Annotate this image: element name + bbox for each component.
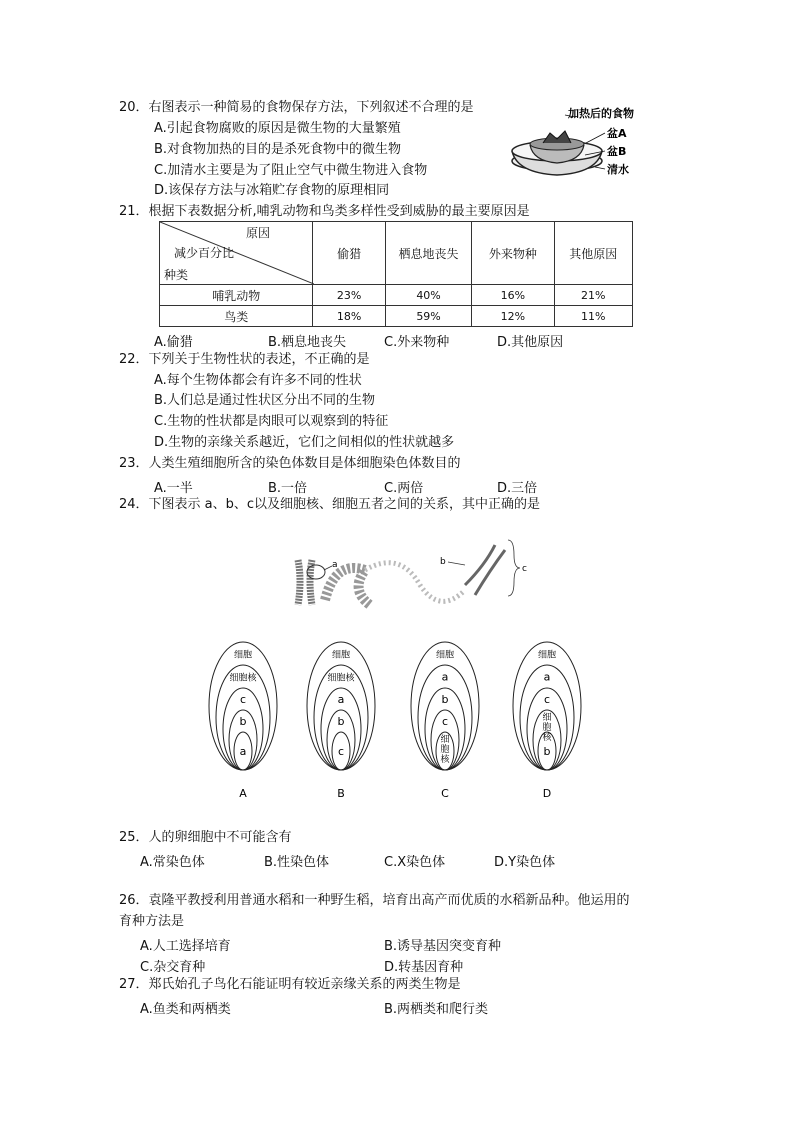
dna-helix-icon <box>465 545 505 595</box>
table-cell: 16% <box>472 285 554 306</box>
label-basin-a: 盆A <box>607 127 627 140</box>
q24-options-diagram <box>195 630 605 805</box>
q22-stem: 22．下列关于生物性状的表述，不正确的是 <box>119 352 370 367</box>
q23-stem: 23．人类生殖细胞所含的染色体数目是体细胞染色体数目的 <box>119 456 461 471</box>
label-basin-b: 盆B <box>607 145 627 158</box>
q21-option-c: C.外来物种 <box>384 335 450 350</box>
label-water: 清水 <box>607 163 629 176</box>
q25-option-a: A.常染色体 <box>140 855 205 870</box>
table-cell: 11% <box>554 306 632 327</box>
q26-option-c: C.杂交育种 <box>140 960 206 975</box>
table-header: 外来物种 <box>472 222 554 285</box>
table-header: 栖息地丧失 <box>385 222 471 285</box>
table-cell: 18% <box>313 306 385 327</box>
layer-label: 细胞 <box>537 650 557 661</box>
table-row <box>160 306 633 327</box>
q26-stem-line2: 育种方法是 <box>119 914 185 929</box>
q25-option-c: C.X染色体 <box>384 855 446 870</box>
corner-label-percent: 减少百分比 <box>174 246 235 260</box>
q22-option-b: B.人们总是通过性状区分出不同的生物 <box>154 393 376 408</box>
q21-option-b: B.栖息地丧失 <box>268 335 347 350</box>
layer-label: a <box>239 745 247 758</box>
figure-label-c: c <box>522 564 527 574</box>
q25-option-d: D.Y染色体 <box>494 855 556 870</box>
table-cell: 59% <box>385 306 471 327</box>
figure-label-b: b <box>440 557 446 567</box>
q21-option-d: D.其他原因 <box>497 335 564 350</box>
option-diagram-d <box>513 642 581 800</box>
corner-label-reason: 原因 <box>246 226 271 240</box>
option-diagram-c <box>411 642 479 800</box>
layer-label: c <box>543 693 551 706</box>
q22-option-c: C.生物的性状都是肉眼可以观察到的特征 <box>154 414 389 429</box>
layer-label: b <box>239 715 247 728</box>
table-cell: 23% <box>313 285 385 306</box>
layer-label: 核 <box>440 755 450 765</box>
q26-option-d: D.转基因育种 <box>384 960 464 975</box>
table-corner-cell <box>160 222 313 285</box>
option-letter: B <box>337 787 345 800</box>
option-diagram-b <box>307 642 375 800</box>
layer-label: a <box>543 670 551 684</box>
layer-label: 胞 <box>542 723 552 733</box>
q23-option-b: B.一倍 <box>268 481 308 496</box>
q23-option-c: C.两倍 <box>384 481 424 496</box>
layer-label: a <box>441 670 449 684</box>
q24-stem: 24．下图表示 a、b、c以及细胞核、细胞五者之间的关系，其中正确的是 <box>119 497 541 512</box>
q27-option-b: B.两栖类和爬行类 <box>384 1002 489 1017</box>
option-letter: C <box>441 787 449 800</box>
row-name: 哺乳动物 <box>160 285 313 306</box>
q27-option-a: A.鱼类和两栖类 <box>140 1002 231 1017</box>
q20-option-d: D.该保存方法与冰箱贮存食物的原理相同 <box>154 183 390 198</box>
table-cell: 12% <box>472 306 554 327</box>
layer-label: b <box>543 745 551 758</box>
table-header: 其他原因 <box>554 222 632 285</box>
table-header: 偷猎 <box>313 222 385 285</box>
corner-label-species: 种类 <box>164 268 189 282</box>
layer-label: a <box>337 693 345 706</box>
q26-stem-line1: 26．袁隆平教授利用普通水稻和一种野生稻，培育出高产而优质的水稻新品种。他运用的 <box>119 893 630 908</box>
q20-option-b: B.对食物加热的目的是杀死食物中的微生物 <box>154 142 402 157</box>
q20-option-c: C.加清水主要是为了阻止空气中微生物进入食物 <box>154 163 428 178</box>
q25-stem: 25．人的卵细胞中不可能含有 <box>119 830 292 845</box>
q22-option-d: D.生物的亲缘关系越近，它们之间相似的性状就越多 <box>154 435 455 450</box>
layer-label: 细胞核 <box>229 673 257 684</box>
figure-label-a: a <box>332 560 338 570</box>
layer-label: 细 <box>440 735 450 745</box>
layer-label: 细胞 <box>331 650 351 661</box>
layer-label: c <box>441 715 449 728</box>
table-cell: 21% <box>554 285 632 306</box>
q25-option-b: B.性染色体 <box>264 855 330 870</box>
q23-option-a: A.一半 <box>154 481 193 496</box>
label-food: 加热后的食物 <box>568 107 634 120</box>
q22-option-a: A.每个生物体都会有许多不同的性状 <box>154 373 362 388</box>
q20-option-a: A.引起食物腐败的原因是微生物的大量繁殖 <box>154 121 401 136</box>
layer-label: c <box>337 745 345 758</box>
layer-label: 细胞 <box>233 650 253 661</box>
layer-label: b <box>441 693 449 706</box>
q21-data-table <box>159 221 633 327</box>
option-letter: D <box>542 787 552 800</box>
coiled-chromatin-icon <box>325 568 370 605</box>
option-letter: A <box>239 787 247 800</box>
table-cell: 40% <box>385 285 471 306</box>
layer-label: 胞 <box>440 745 450 755</box>
layer-label: 细胞核 <box>327 673 355 684</box>
q21-option-a: A.偷猎 <box>154 335 193 350</box>
q26-option-b: B.诱导基因突变育种 <box>384 939 502 954</box>
q21-stem: 21．根据下表数据分析,哺乳动物和鸟类多样性受到威胁的最主要原因是 <box>119 204 530 219</box>
layer-label: 核 <box>542 733 552 743</box>
layer-label: b <box>337 715 345 728</box>
table-row <box>160 285 633 306</box>
q26-option-a: A.人工选择培育 <box>140 939 231 954</box>
food-preservation-figure <box>505 103 655 183</box>
layer-label: 细 <box>542 713 552 723</box>
q23-option-d: D.三倍 <box>497 481 538 496</box>
row-name: 鸟类 <box>160 306 313 327</box>
chromosome-dna-figure <box>290 530 540 620</box>
q27-stem: 27．郑氏始孔子鸟化石能证明有较近亲缘关系的两类生物是 <box>119 977 461 992</box>
layer-label: c <box>239 693 247 706</box>
option-diagram-a <box>209 642 277 800</box>
q20-stem: 20．右图表示一种简易的食物保存方法，下列叙述不合理的是 <box>119 100 474 115</box>
layer-label: 细胞 <box>435 650 455 661</box>
